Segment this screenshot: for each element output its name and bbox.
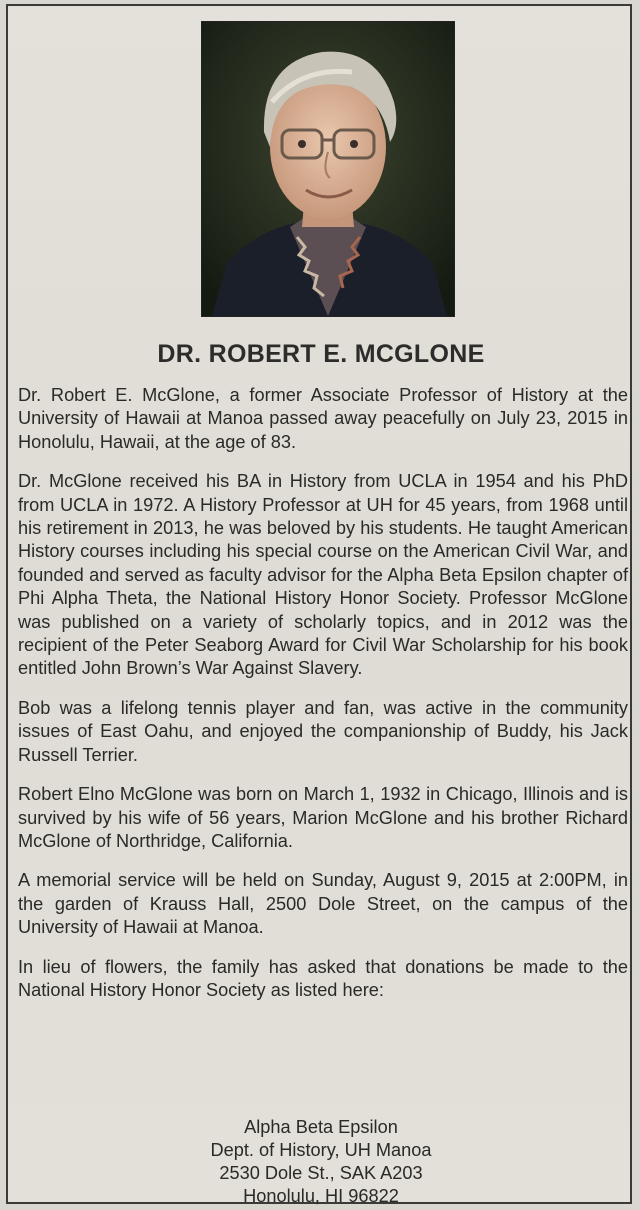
donation-address bbox=[8, 1116, 634, 1208]
paragraph-survivors: Robert Elno McGlone was born on March 1, 1932 in Chicago, Illinois and is survived by his wife of 56 years, Marion McGlone and his brother Richard McGlone of Northridge, California. bbox=[18, 784, 628, 851]
address-line-organization: Alpha Beta Epsilon bbox=[244, 1117, 398, 1137]
address-line-department: Dept. of History, UH Manoa bbox=[210, 1140, 432, 1160]
paragraph-memorial-service: A memorial service will be held on Sunday, August 9, 2015 at 2:00PM, in the garden of Krauss Hall, 2500 Dole Street, on the campus of the University of Hawaii at Manoa. bbox=[18, 870, 628, 938]
portrait-illustration bbox=[202, 22, 454, 316]
paragraph-career: Dr. McGlone received his BA in History from UCLA in 1954 and his PhD from UCLA in 1972. A History Professor at UH for 45 years, from 1968 until his retirement in 2013, he was beloved by his students. He taught American History courses including his special course on the American Civil War, and founded and served as faculty advisor for the Alpha Beta Epsilon chapter of Phi Alpha Theta, the National History Honor Society. Professor McGlone was published on a variety of scholarly topics, and in 2012 was the recipient of the Peter Seaborg Award for Civil War Scholarship for his book entitled John Brown’s War Against Slavery. bbox=[18, 471, 628, 679]
paragraph-donations: In lieu of flowers, the family has asked that donations be made to the National History Honor Society as listed here: bbox=[18, 956, 628, 1000]
obituary-body bbox=[18, 384, 628, 1018]
address-line-city: Honolulu, HI 96822 bbox=[243, 1186, 399, 1206]
paragraph-announcement: Dr. Robert E. McGlone, a former Associate Professor of History at the University of Hawaii at Manoa passed away peacefully on July 23, 2015 in Honolulu, Hawaii, at the age of 83. bbox=[18, 385, 628, 452]
address-line-street: 2530 Dole St., SAK A203 bbox=[219, 1163, 423, 1183]
paragraph-personal: Bob was a lifelong tennis player and fan, was active in the community issues of East Oahu, and enjoyed the companionship of Buddy, his Jack Russell Terrier. bbox=[18, 697, 628, 765]
obituary-title: DR. ROBERT E. MCGLONE bbox=[157, 340, 485, 368]
obituary-notice bbox=[6, 4, 632, 1204]
portrait-photo bbox=[201, 21, 455, 317]
